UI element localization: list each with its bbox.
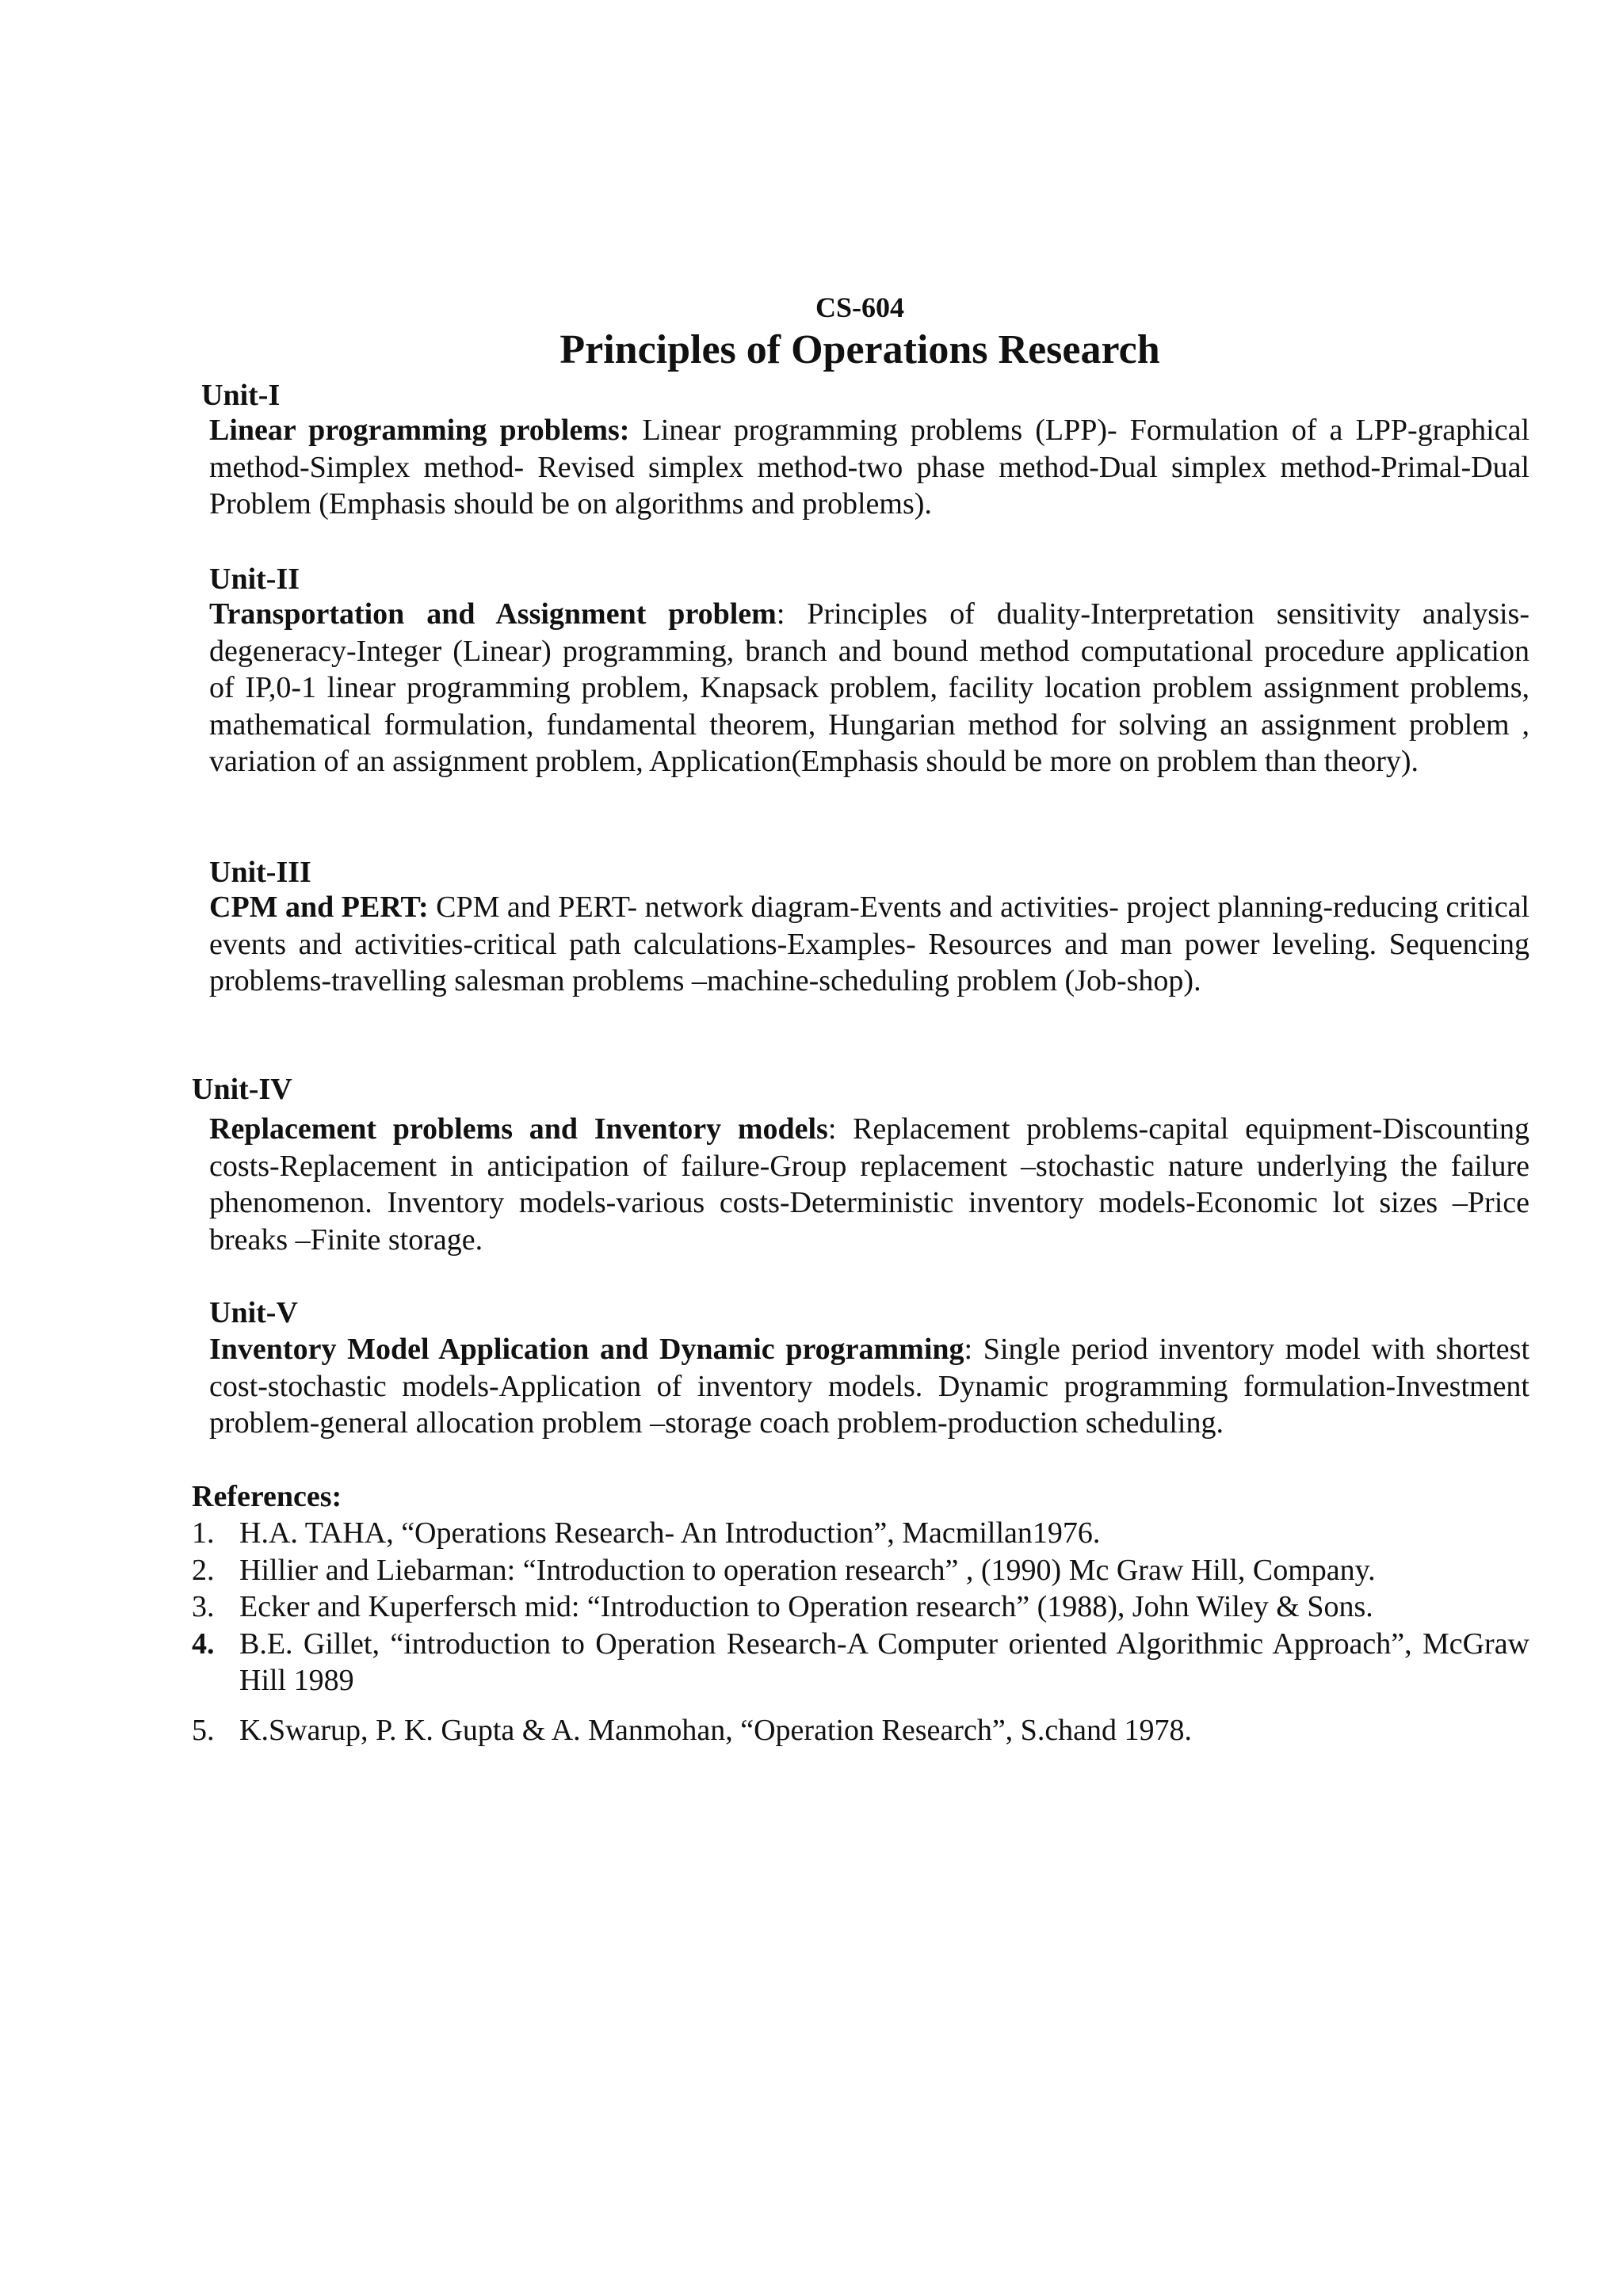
unit-2-heading: Unit-II bbox=[209, 563, 300, 596]
reference-text: H.A. TAHA, “Operations Research- An Introduction”, Macmillan1976. bbox=[239, 1516, 1101, 1550]
unit-3-heading: Unit-III bbox=[209, 856, 311, 889]
unit-5-topic: Inventory Model Application and Dynamic programming bbox=[209, 1333, 964, 1366]
unit-4-content bbox=[209, 1111, 1529, 1258]
unit-1-heading: Unit-I bbox=[201, 379, 281, 412]
unit-2-body: : Principles of duality-Interpretation sensitivity analysis-degeneracy-Integer (Linear) programming, branch and bound method computational procedure application of IP,0-1 linear programming problem, Knapsack problem, facility location problem assignment problems, mathematical formulation, fundamental theorem, Hungarian method for solving an assignment problem , variation of an assignment problem, Application(Emphasis should be more on problem than theory). bbox=[209, 597, 1529, 778]
reference-number: 2. bbox=[192, 1553, 215, 1587]
reference-number: 5. bbox=[192, 1713, 215, 1747]
reference-number: 3. bbox=[192, 1590, 215, 1623]
unit-5-body: : Single period inventory model with shortest cost-stochastic models-Application of inventory models. Dynamic programming formulation-Investment problem-general allocation problem –storage coach problem-production scheduling. bbox=[209, 1333, 1529, 1440]
reference-number: 4. bbox=[192, 1627, 215, 1661]
unit-3-topic: CPM and PERT: bbox=[209, 891, 429, 924]
unit-2-topic: Transportation and Assignment problem bbox=[209, 597, 777, 631]
unit-1-topic: Linear programming problems: bbox=[209, 414, 630, 447]
unit-4-body: : Replacement problems-capital equipment-Discounting costs-Replacement in anticipation of failure-Group replacement –stochastic nature underlying the failure phenomenon. Inventory models-various costs-Deterministic inventory models-Economic lot sizes –Price breaks –Finite storage. bbox=[209, 1112, 1529, 1257]
reference-item bbox=[192, 1712, 1529, 1749]
references-heading: References: bbox=[192, 1480, 342, 1513]
course-code: CS-604 bbox=[815, 292, 904, 323]
unit-1-body: Linear programming problems (LPP)- Formulation of a LPP-graphical method-Simplex method- Revised simplex method-two phase method-Dual simplex method-Primal-Dual Problem (Emphasis should be on algorithms and problems). bbox=[209, 414, 1530, 521]
unit-5-content bbox=[209, 1331, 1529, 1442]
unit-4-heading: Unit-IV bbox=[192, 1073, 292, 1106]
reference-item bbox=[192, 1552, 1529, 1589]
unit-3-content bbox=[209, 889, 1529, 1000]
reference-text: Ecker and Kuperfersch mid: “Introduction to Operation research” (1988), John Wiley & Sons. bbox=[239, 1590, 1373, 1623]
unit-2-content bbox=[209, 596, 1529, 780]
reference-number: 1. bbox=[192, 1516, 215, 1550]
references-list bbox=[192, 1515, 1529, 1749]
reference-item bbox=[192, 1589, 1529, 1626]
reference-text: K.Swarup, P. K. Gupta & A. Manmohan, “Operation Research”, S.chand 1978. bbox=[239, 1713, 1193, 1747]
unit-1-content bbox=[209, 412, 1529, 523]
unit-4-topic: Replacement problems and Inventory models bbox=[209, 1112, 828, 1146]
unit-3-body: CPM and PERT- network diagram-Events and activities- project planning-reducing critical events and activities-critical path calculations-Examples- Resources and man power leveling. Sequencing problems-travelling salesman problems –machine-scheduling problem (Job-shop). bbox=[209, 891, 1529, 997]
course-title: Principles of Operations Research bbox=[559, 327, 1160, 372]
reference-item bbox=[192, 1626, 1529, 1699]
unit-5-heading: Unit-V bbox=[209, 1296, 298, 1329]
reference-text: Hillier and Liebarman: “Introduction to operation research” , (1990) Mc Graw Hill, Company. bbox=[239, 1553, 1376, 1587]
reference-item bbox=[192, 1515, 1529, 1552]
reference-text: B.E. Gillet, “introduction to Operation Research-A Computer oriented Algorithmic Approach”, McGraw Hill 1989 bbox=[239, 1627, 1529, 1697]
